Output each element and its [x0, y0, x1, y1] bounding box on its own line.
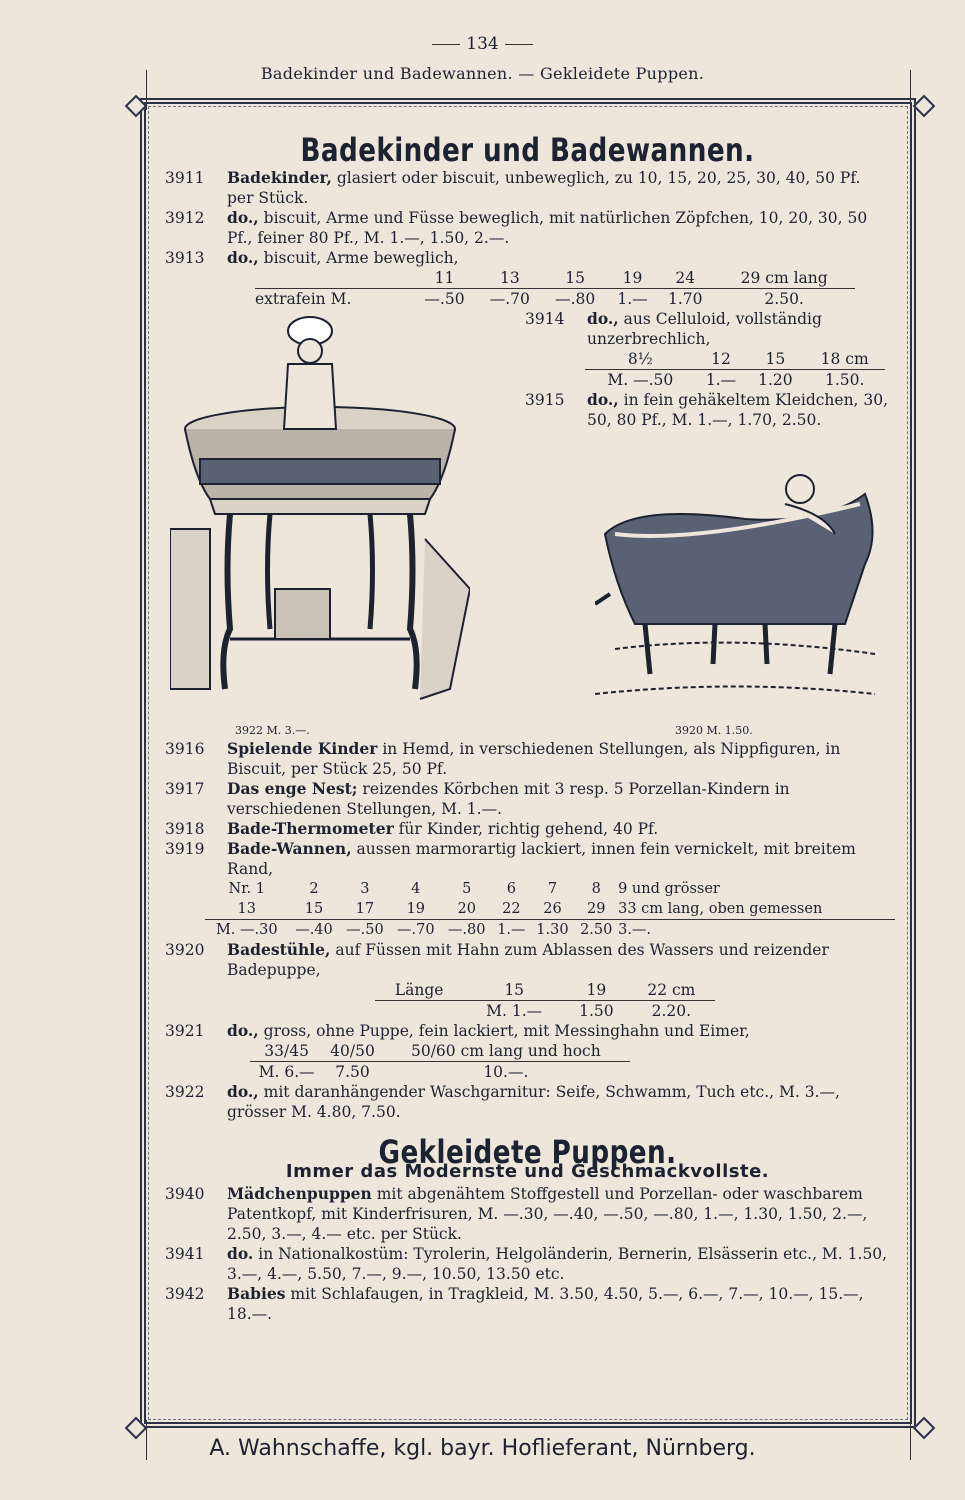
size-row — [250, 1041, 630, 1062]
catalog-item-3915 — [525, 390, 890, 430]
item-name: do., — [227, 248, 259, 267]
item-number: 3915 — [525, 391, 565, 409]
price-cell: —.80 — [543, 289, 608, 310]
item-number: 3917 — [165, 780, 205, 798]
size-cell: 19 — [622, 269, 643, 287]
catalog-item-3922 — [165, 1082, 890, 1122]
size-cell: 20 — [457, 901, 476, 917]
item-3914 — [525, 309, 890, 430]
size-cell: 24 — [675, 269, 696, 287]
section-subtitle-dolls: Immer das Modernste und Geschmackvollste. — [285, 1161, 770, 1182]
size-cell: 8½ — [627, 350, 653, 368]
length-cell: 22 cm — [647, 981, 696, 999]
item-name: Badestühle, — [227, 940, 331, 959]
nr-cell: 2 — [309, 881, 319, 897]
price-cell: 1.50. — [804, 370, 885, 391]
size-cell: 18 cm — [820, 350, 869, 368]
catalog-item-3917 — [165, 779, 890, 819]
item-name: do., — [587, 309, 619, 328]
size-cell: 26 — [543, 901, 562, 917]
catalog-item-3916 — [165, 739, 890, 779]
price-cell: M. 1.— — [463, 1001, 565, 1022]
size-cell: 33/45 — [264, 1042, 309, 1060]
catalog-item-3914 — [525, 309, 890, 349]
nr-cell: 4 — [411, 881, 421, 897]
price-cell: 2.50 — [574, 920, 618, 941]
item-description: biscuit, Arme und Füsse beweglich, mit natürlichen Zöpfchen, 10, 20, 30, 50 Pf., feiner 80 Pf., M. 1.—, 1.50, 2.—. — [227, 209, 868, 247]
price-cell: 1.20 — [746, 370, 804, 391]
item-name: do., — [587, 390, 619, 409]
size-row — [205, 899, 895, 920]
item-description: reizendes Körbchen mit 3 resp. 5 Porzellan-Kindern in verschiedenen Stellungen, M. 1.—. — [227, 780, 790, 818]
item-name: Bade-Thermometer — [227, 819, 394, 838]
length-label: Länge — [394, 981, 444, 999]
bathtub-stand-illustration — [170, 309, 470, 729]
catalog-item-3913 — [165, 248, 890, 268]
page-number: 134 — [0, 34, 965, 54]
item-description: in Nationalkostüm: Tyrolerin, Helgoländerin, Bernerin, Elsässerin etc., M. 1.50, 3.—, 4.—, 5.50, 7.—, 9.—, 10.50, 13.50 etc. — [227, 1245, 888, 1283]
price-cell: —.50 — [339, 920, 390, 941]
length-cell: 19 — [586, 981, 607, 999]
publisher-footer: A. Wahnschaffe, kgl. bayr. Hoflieferant, Nürnberg. — [209, 1436, 756, 1461]
length-row — [375, 980, 715, 1001]
size-row — [585, 349, 885, 370]
price-label: extrafein M. — [255, 289, 412, 310]
price-cell: —.80 — [441, 920, 492, 941]
nr-cell: 3 — [360, 881, 370, 897]
item-name: Das enge Nest; — [227, 779, 358, 798]
item-name: do., — [227, 1082, 259, 1101]
price-table-3921 — [250, 1041, 630, 1082]
child-bathtub-illustration — [595, 474, 885, 714]
catalog-item-3911 — [165, 168, 890, 208]
price-cell: —.70 — [477, 289, 542, 310]
nr-cell: 6 — [506, 881, 516, 897]
price-row — [375, 1001, 715, 1022]
item-description: mit abgenähtem Stoffgestell und Porzellan- oder waschbarem Patentkopf, mit Kinderfrisuren, M. —.30, —.40, —.50, —.80, 1.—, 1.30, 1.50, 2.—, 2.50, 3.—, 4.— etc. per Stück. — [227, 1185, 868, 1243]
size-row — [255, 268, 855, 289]
item-number: 3914 — [525, 310, 565, 328]
catalog-item-3940 — [165, 1184, 890, 1244]
catalog-item-3918 — [165, 819, 890, 839]
item-description: für Kinder, richtig gehend, 40 Pf. — [398, 820, 659, 838]
item-description: glasiert oder biscuit, unbeweglich, zu 10, 15, 20, 25, 30, 40, 50 Pf. per Stück. — [227, 169, 861, 207]
price-cell: 1.— — [492, 920, 530, 941]
item-number: 3913 — [165, 249, 205, 267]
price-cell: 2.50. — [713, 289, 855, 310]
size-cell: 19 — [406, 901, 426, 917]
vertical-rule-left — [146, 70, 147, 110]
size-cell: 33 cm lang, oben gemessen — [618, 901, 823, 917]
price-cell: M. —.50 — [585, 370, 696, 391]
price-table-3914 — [585, 349, 885, 390]
item-number: 3942 — [165, 1285, 205, 1303]
size-cell: 40/50 — [330, 1042, 375, 1060]
caption-3922: 3922 M. 3.—. — [235, 724, 310, 737]
item-name: Bade-Wannen, — [227, 839, 352, 858]
nr-cell: 8 — [591, 881, 601, 897]
size-cell: 50/60 cm lang und hoch — [410, 1042, 601, 1060]
item-name: do. — [227, 1244, 254, 1263]
size-cell: 13 — [499, 269, 520, 287]
catalog-item-3941 — [165, 1244, 890, 1284]
size-cell: 15 — [304, 901, 324, 917]
frame-ornament-top-right — [913, 95, 936, 118]
size-cell: 11 — [434, 269, 455, 287]
item-name: do., — [227, 1021, 259, 1040]
price-table-3919 — [205, 879, 895, 940]
price-cell: 1.70 — [657, 289, 713, 310]
price-cell: 3.—. — [618, 920, 895, 941]
size-cell: 29 cm lang — [740, 269, 828, 287]
item-name: Babies — [227, 1284, 286, 1303]
catalog-item-3942 — [165, 1284, 890, 1324]
item-number: 3916 — [165, 740, 205, 758]
item-description: aussen marmorartig lackiert, innen fein vernickelt, mit breitem Rand, — [227, 840, 856, 878]
price-cell: 10.—. — [382, 1062, 630, 1083]
item-name: Spielende Kinder — [227, 739, 378, 758]
price-row — [205, 920, 895, 941]
number-row — [205, 879, 895, 899]
size-cell: 17 — [355, 901, 375, 917]
item-description: mit daranhängender Waschgarnitur: Seife, Schwamm, Tuch etc., M. 3.—, grösser M. 4.80, 7.50. — [227, 1083, 840, 1121]
item-description: auf Füssen mit Hahn zum Ablassen des Wassers und reizender Badepuppe, — [227, 941, 829, 979]
price-table-3920 — [375, 980, 715, 1021]
catalog-item-3919 — [165, 839, 890, 879]
catalog-item-3920 — [165, 940, 890, 980]
price-cell: M. 6.— — [250, 1062, 323, 1083]
price-cell: 1.— — [608, 289, 657, 310]
item-number: 3941 — [165, 1245, 205, 1263]
item-number: 3911 — [165, 169, 205, 187]
item-number: 3918 — [165, 820, 205, 838]
price-cell: 7.50 — [323, 1062, 381, 1083]
item-description: in Hemd, in verschiedenen Stellungen, als Nippfiguren, in Biscuit, per Stück 25, 50 Pf. — [227, 740, 841, 778]
size-cell: 12 — [711, 350, 731, 368]
item-description: in fein gehäkeltem Kleidchen, 30, 50, 80 Pf., M. 1.—, 1.70, 2.50. — [587, 391, 889, 429]
item-number: 3920 — [165, 941, 205, 959]
size-cell: 22 — [502, 901, 521, 917]
size-cell: 15 — [565, 269, 586, 287]
item-number: 3921 — [165, 1022, 205, 1040]
item-number: 3919 — [165, 840, 205, 858]
section-title-dolls: Gekleidete Puppen. — [378, 1133, 677, 1171]
section-title-bathing: Badekinder und Badewannen. — [300, 131, 755, 169]
nr-cell: 5 — [462, 881, 472, 897]
length-cell: 15 — [504, 981, 525, 999]
item-number: 3922 — [165, 1083, 205, 1101]
catalog-item-3921 — [165, 1021, 890, 1041]
price-cell: —.40 — [289, 920, 340, 941]
size-cell: 15 — [765, 350, 786, 368]
price-cell: 2.20. — [628, 1001, 715, 1022]
nr-cell: 9 und grösser — [618, 881, 720, 897]
item-name: do., — [227, 208, 259, 227]
item-description: biscuit, Arme beweglich, — [263, 249, 459, 267]
nr-cell: Nr. 1 — [228, 881, 265, 897]
item-description: mit Schlafaugen, in Tragkleid, M. 3.50, 4.50, 5.—, 6.—, 7.—, 10.—, 15.—, 18.—. — [227, 1285, 864, 1323]
catalog-content — [165, 131, 890, 1324]
item-name: Mädchenpuppen — [227, 1184, 372, 1203]
vertical-rule-right — [910, 70, 911, 110]
item-description: aus Celluloid, vollständig unzerbrechlich, — [587, 310, 822, 348]
price-cell: —.50 — [412, 289, 477, 310]
illustration-block — [165, 309, 890, 739]
price-table-3913 — [255, 268, 855, 309]
item-name: Badekinder, — [227, 168, 332, 187]
price-cell: 1.30 — [531, 920, 575, 941]
price-row — [585, 370, 885, 391]
catalog-item-3912 — [165, 208, 890, 248]
nr-cell: 7 — [547, 881, 558, 897]
running-head: Badekinder und Badewannen. — Gekleidete Puppen. — [260, 64, 705, 83]
item-number: 3940 — [165, 1185, 205, 1203]
price-row — [255, 289, 855, 310]
price-row — [250, 1062, 630, 1083]
caption-3920: 3920 M. 1.50. — [675, 724, 753, 737]
price-cell: 1.50 — [565, 1001, 628, 1022]
item-number: 3912 — [165, 209, 205, 227]
item-description: gross, ohne Puppe, fein lackiert, mit Messinghahn und Eimer, — [263, 1022, 750, 1040]
size-cell: 29 — [586, 901, 606, 917]
size-cell: 13 — [237, 901, 256, 917]
price-cell: M. —.30 — [205, 920, 289, 941]
price-cell: 1.— — [696, 370, 747, 391]
price-cell: —.70 — [390, 920, 441, 941]
